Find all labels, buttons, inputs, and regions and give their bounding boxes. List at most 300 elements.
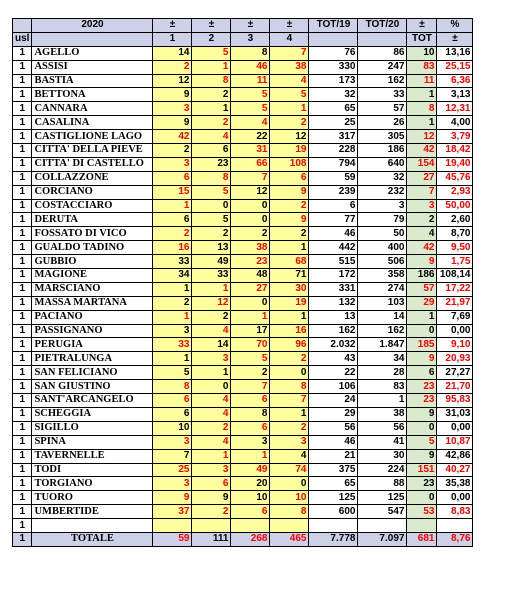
cell-tot20: 247 bbox=[358, 60, 407, 74]
cell-q4: 1 bbox=[270, 310, 309, 324]
cell-usl: 1 bbox=[13, 199, 32, 213]
cell-q3: 48 bbox=[231, 269, 270, 283]
cell-tot19: 228 bbox=[309, 144, 358, 158]
header-cell bbox=[32, 32, 153, 46]
cell-pct: 2,60 bbox=[437, 213, 473, 227]
cell-tot: 6 bbox=[407, 366, 437, 380]
cell-usl: 1 bbox=[13, 421, 32, 435]
cell-q1: 9 bbox=[153, 116, 192, 130]
cell-municipality: BETTONA bbox=[32, 88, 153, 102]
cell-q4: 0 bbox=[270, 477, 309, 491]
cell-tot: 0 bbox=[407, 324, 437, 338]
cell-tot: 8 bbox=[407, 102, 437, 116]
cell-q1: 5 bbox=[153, 366, 192, 380]
cell-q1: 6 bbox=[153, 407, 192, 421]
cell-q1: 3 bbox=[153, 477, 192, 491]
cell-tot: 57 bbox=[407, 282, 437, 296]
cell-tot20: 305 bbox=[358, 130, 407, 144]
cell-q2: 8 bbox=[192, 171, 231, 185]
cell-tot20: 103 bbox=[358, 296, 407, 310]
cell-tot19: 65 bbox=[309, 102, 358, 116]
cell-tot20: 162 bbox=[358, 324, 407, 338]
cell-pct: 2,93 bbox=[437, 185, 473, 199]
cell-q3: 46 bbox=[231, 60, 270, 74]
cell-pct: 8,83 bbox=[437, 505, 473, 519]
cell-pct: 40,27 bbox=[437, 463, 473, 477]
cell-municipality: MARSCIANO bbox=[32, 282, 153, 296]
cell-usl: 1 bbox=[13, 407, 32, 421]
cell-q1: 2 bbox=[153, 60, 192, 74]
cell-tot: 7 bbox=[407, 185, 437, 199]
cell-municipality: CASALINA bbox=[32, 116, 153, 130]
cell-tot20: 1.847 bbox=[358, 338, 407, 352]
table-row bbox=[13, 46, 473, 60]
header-q3-sign: ± bbox=[231, 19, 270, 33]
cell-tot20: 86 bbox=[358, 46, 407, 60]
cell-tot: 3 bbox=[407, 199, 437, 213]
cell-tot20: 30 bbox=[358, 449, 407, 463]
table-row bbox=[13, 407, 473, 421]
cell-pct: 0,00 bbox=[437, 491, 473, 505]
cell-q4: 7 bbox=[270, 394, 309, 408]
cell-usl: 1 bbox=[13, 60, 32, 74]
header-year: 2020 bbox=[32, 19, 153, 33]
table-row bbox=[13, 463, 473, 477]
cell-pct: 21,97 bbox=[437, 296, 473, 310]
cell-q4: 1 bbox=[270, 241, 309, 255]
cell-pct: 17,22 bbox=[437, 282, 473, 296]
cell-pct: 50,00 bbox=[437, 199, 473, 213]
header-cell bbox=[309, 32, 358, 46]
cell-q1: 34 bbox=[153, 269, 192, 283]
cell-q1: 3 bbox=[153, 102, 192, 116]
cell-usl: 1 bbox=[13, 255, 32, 269]
cell-q4: 10 bbox=[270, 491, 309, 505]
table-body bbox=[13, 19, 473, 547]
cell-municipality: COSTACCIARO bbox=[32, 199, 153, 213]
cell-q3: 2 bbox=[231, 227, 270, 241]
cell-usl: 1 bbox=[13, 102, 32, 116]
cell-municipality: PIETRALUNGA bbox=[32, 352, 153, 366]
cell-q1: 42 bbox=[153, 130, 192, 144]
cell-q4 bbox=[270, 519, 309, 533]
cell-q2: 4 bbox=[192, 130, 231, 144]
cell-tot20: 547 bbox=[358, 505, 407, 519]
cell-pct: 8,76 bbox=[437, 532, 473, 546]
cell-q1: 3 bbox=[153, 157, 192, 171]
cell-pct: 7,69 bbox=[437, 310, 473, 324]
cell-pct: 3,13 bbox=[437, 88, 473, 102]
cell-tot20: 400 bbox=[358, 241, 407, 255]
cell-tot19: 125 bbox=[309, 491, 358, 505]
cell-pct: 31,03 bbox=[437, 407, 473, 421]
cell-q1: 33 bbox=[153, 338, 192, 352]
table-row bbox=[13, 380, 473, 394]
cell-q1 bbox=[153, 519, 192, 533]
cell-tot19: 794 bbox=[309, 157, 358, 171]
cell-tot20: 640 bbox=[358, 157, 407, 171]
cell-tot20: 33 bbox=[358, 88, 407, 102]
cell-tot19: 59 bbox=[309, 171, 358, 185]
cell-usl: 1 bbox=[13, 491, 32, 505]
cell-tot19: 7.778 bbox=[309, 532, 358, 546]
cell-tot20: 26 bbox=[358, 116, 407, 130]
cell-tot19: 25 bbox=[309, 116, 358, 130]
cell-tot20: 358 bbox=[358, 269, 407, 283]
cell-tot19: 132 bbox=[309, 296, 358, 310]
cell-q1: 3 bbox=[153, 435, 192, 449]
cell-municipality: CITTA' DELLA PIEVE bbox=[32, 144, 153, 158]
cell-tot19: 239 bbox=[309, 185, 358, 199]
cell-tot: 185 bbox=[407, 338, 437, 352]
cell-tot20: 41 bbox=[358, 435, 407, 449]
cell-tot: 12 bbox=[407, 130, 437, 144]
cell-tot19: 22 bbox=[309, 366, 358, 380]
cell-tot20: 186 bbox=[358, 144, 407, 158]
cell-q2: 2 bbox=[192, 310, 231, 324]
cell-q3: 6 bbox=[231, 505, 270, 519]
cell-q3: 5 bbox=[231, 102, 270, 116]
table-row bbox=[13, 130, 473, 144]
cell-q4: 30 bbox=[270, 282, 309, 296]
cell-q3: 66 bbox=[231, 157, 270, 171]
cell-usl: 1 bbox=[13, 477, 32, 491]
table-row bbox=[13, 185, 473, 199]
cell-q3: 38 bbox=[231, 241, 270, 255]
header-q2-sign: ± bbox=[192, 19, 231, 33]
cell-q2: 4 bbox=[192, 394, 231, 408]
cell-q4: 9 bbox=[270, 185, 309, 199]
table-row bbox=[13, 269, 473, 283]
cell-q3: 2 bbox=[231, 366, 270, 380]
cell-municipality: SAN GIUSTINO bbox=[32, 380, 153, 394]
cell-tot: 23 bbox=[407, 380, 437, 394]
cell-q4: 2 bbox=[270, 352, 309, 366]
cell-tot19: 32 bbox=[309, 88, 358, 102]
cell-q4: 71 bbox=[270, 269, 309, 283]
cell-tot20: 506 bbox=[358, 255, 407, 269]
cell-pct: 20,93 bbox=[437, 352, 473, 366]
cell-tot19: 172 bbox=[309, 269, 358, 283]
cell-q1: 16 bbox=[153, 241, 192, 255]
cell-usl: 1 bbox=[13, 171, 32, 185]
cell-q1: 2 bbox=[153, 296, 192, 310]
cell-q3: 6 bbox=[231, 421, 270, 435]
cell-tot20: 28 bbox=[358, 366, 407, 380]
cell-q3: 49 bbox=[231, 463, 270, 477]
cell-municipality: PERUGIA bbox=[32, 338, 153, 352]
cell-usl: 1 bbox=[13, 519, 32, 533]
cell-q1: 25 bbox=[153, 463, 192, 477]
cell-q2: 1 bbox=[192, 366, 231, 380]
header-q4: 4 bbox=[270, 32, 309, 46]
cell-q2: 2 bbox=[192, 505, 231, 519]
cell-tot19: 24 bbox=[309, 394, 358, 408]
cell-pct: 27,27 bbox=[437, 366, 473, 380]
cell-pct: 1,75 bbox=[437, 255, 473, 269]
cell-municipality: AGELLO bbox=[32, 46, 153, 60]
cell-tot19: 21 bbox=[309, 449, 358, 463]
header-cell bbox=[358, 32, 407, 46]
cell-q2: 111 bbox=[192, 532, 231, 546]
cell-q2: 49 bbox=[192, 255, 231, 269]
cell-q1: 6 bbox=[153, 171, 192, 185]
cell-q3: 1 bbox=[231, 449, 270, 463]
cell-municipality: SPINA bbox=[32, 435, 153, 449]
cell-tot: 9 bbox=[407, 407, 437, 421]
cell-pct: 6,36 bbox=[437, 74, 473, 88]
cell-usl: 1 bbox=[13, 505, 32, 519]
cell-q2: 2 bbox=[192, 227, 231, 241]
cell-q4: 2 bbox=[270, 421, 309, 435]
table-row bbox=[13, 213, 473, 227]
header-usl: usl bbox=[13, 32, 32, 46]
cell-q2: 6 bbox=[192, 477, 231, 491]
cell-usl: 1 bbox=[13, 380, 32, 394]
cell-q2: 5 bbox=[192, 185, 231, 199]
table-row bbox=[13, 157, 473, 171]
cell-q3: 268 bbox=[231, 532, 270, 546]
cell-q4: 16 bbox=[270, 324, 309, 338]
cell-q3: 23 bbox=[231, 255, 270, 269]
cell-tot20: 125 bbox=[358, 491, 407, 505]
cell-tot: 11 bbox=[407, 74, 437, 88]
cell-tot19: 330 bbox=[309, 60, 358, 74]
cell-tot: 27 bbox=[407, 171, 437, 185]
cell-q4: 7 bbox=[270, 46, 309, 60]
cell-tot: 0 bbox=[407, 421, 437, 435]
cell-usl: 1 bbox=[13, 213, 32, 227]
cell-tot19: 46 bbox=[309, 435, 358, 449]
cell-q3: 20 bbox=[231, 477, 270, 491]
cell-tot20: 162 bbox=[358, 74, 407, 88]
cell-tot19: 317 bbox=[309, 130, 358, 144]
cell-q4: 465 bbox=[270, 532, 309, 546]
cell-q3: 70 bbox=[231, 338, 270, 352]
table-row bbox=[13, 394, 473, 408]
cell-q4: 2 bbox=[270, 199, 309, 213]
cell-tot19: 43 bbox=[309, 352, 358, 366]
cell-usl: 1 bbox=[13, 366, 32, 380]
cell-q3: 1 bbox=[231, 310, 270, 324]
table-row bbox=[13, 324, 473, 338]
cell-tot: 42 bbox=[407, 144, 437, 158]
cell-tot: 151 bbox=[407, 463, 437, 477]
cell-tot19: 162 bbox=[309, 324, 358, 338]
cell-q4: 3 bbox=[270, 435, 309, 449]
cell-q1: 15 bbox=[153, 185, 192, 199]
cell-municipality: CORCIANO bbox=[32, 185, 153, 199]
cell-municipality: SAN FELICIANO bbox=[32, 366, 153, 380]
cell-tot19: 515 bbox=[309, 255, 358, 269]
cell-q3: 4 bbox=[231, 116, 270, 130]
cell-pct: 25,15 bbox=[437, 60, 473, 74]
table-row bbox=[13, 241, 473, 255]
cell-q4: 12 bbox=[270, 130, 309, 144]
table-row bbox=[13, 491, 473, 505]
cell-pct: 18,42 bbox=[437, 144, 473, 158]
cell-q4: 8 bbox=[270, 380, 309, 394]
cell-tot19: 2.032 bbox=[309, 338, 358, 352]
cell-pct: 10,87 bbox=[437, 435, 473, 449]
cell-tot20: 79 bbox=[358, 213, 407, 227]
cell-pct: 9,10 bbox=[437, 338, 473, 352]
cell-tot20: 83 bbox=[358, 380, 407, 394]
cell-pct: 35,38 bbox=[437, 477, 473, 491]
table-row bbox=[13, 74, 473, 88]
cell-q1: 7 bbox=[153, 449, 192, 463]
cell-pct: 0,00 bbox=[437, 421, 473, 435]
table-row bbox=[13, 519, 473, 533]
cell-usl: 1 bbox=[13, 338, 32, 352]
cell-tot20: 56 bbox=[358, 421, 407, 435]
cell-q3: 10 bbox=[231, 491, 270, 505]
cell-municipality: TODI bbox=[32, 463, 153, 477]
cell-tot19: 173 bbox=[309, 74, 358, 88]
cell-tot bbox=[407, 519, 437, 533]
cell-q3: 11 bbox=[231, 74, 270, 88]
cell-municipality: TAVERNELLE bbox=[32, 449, 153, 463]
cell-q4: 68 bbox=[270, 255, 309, 269]
cell-q2: 1 bbox=[192, 449, 231, 463]
cell-tot20: 14 bbox=[358, 310, 407, 324]
cell-usl: 1 bbox=[13, 435, 32, 449]
cell-municipality: TOTALE bbox=[32, 532, 153, 546]
table-row bbox=[13, 477, 473, 491]
header-q2: 2 bbox=[192, 32, 231, 46]
table-row bbox=[13, 199, 473, 213]
cell-q4: 6 bbox=[270, 171, 309, 185]
cell-q2: 3 bbox=[192, 463, 231, 477]
cell-q2: 5 bbox=[192, 213, 231, 227]
cell-municipality: MAGIONE bbox=[32, 269, 153, 283]
cell-q2: 2 bbox=[192, 421, 231, 435]
cell-tot19: 331 bbox=[309, 282, 358, 296]
cell-q1: 8 bbox=[153, 380, 192, 394]
cell-usl: 1 bbox=[13, 157, 32, 171]
cell-tot19: 6 bbox=[309, 199, 358, 213]
cell-tot: 2 bbox=[407, 213, 437, 227]
cell-tot20 bbox=[358, 519, 407, 533]
cell-q4: 19 bbox=[270, 296, 309, 310]
cell-q3: 31 bbox=[231, 144, 270, 158]
cell-q4: 2 bbox=[270, 227, 309, 241]
cell-tot: 29 bbox=[407, 296, 437, 310]
cell-q2: 13 bbox=[192, 241, 231, 255]
cell-q4: 1 bbox=[270, 102, 309, 116]
cell-tot19: 106 bbox=[309, 380, 358, 394]
cell-pct: 13,16 bbox=[437, 46, 473, 60]
cell-tot20: 274 bbox=[358, 282, 407, 296]
cell-municipality: ASSISI bbox=[32, 60, 153, 74]
cell-pct: 45,76 bbox=[437, 171, 473, 185]
header-q4-sign: ± bbox=[270, 19, 309, 33]
table-row bbox=[13, 449, 473, 463]
cell-q1: 59 bbox=[153, 532, 192, 546]
cell-q3: 0 bbox=[231, 213, 270, 227]
cell-q2: 12 bbox=[192, 296, 231, 310]
cell-q3: 17 bbox=[231, 324, 270, 338]
cell-municipality: TORGIANO bbox=[32, 477, 153, 491]
cell-tot: 53 bbox=[407, 505, 437, 519]
cell-usl: 1 bbox=[13, 296, 32, 310]
cell-tot: 9 bbox=[407, 352, 437, 366]
cell-q3: 7 bbox=[231, 380, 270, 394]
header-row-1 bbox=[13, 19, 473, 33]
cell-pct: 9,50 bbox=[437, 241, 473, 255]
cell-q2: 33 bbox=[192, 269, 231, 283]
table-row bbox=[13, 116, 473, 130]
cell-q2: 1 bbox=[192, 282, 231, 296]
header-tot20: TOT/20 bbox=[358, 19, 407, 33]
cell-usl: 1 bbox=[13, 269, 32, 283]
table-row bbox=[13, 255, 473, 269]
cell-usl: 1 bbox=[13, 324, 32, 338]
cell-pct: 8,70 bbox=[437, 227, 473, 241]
cell-pct: 3,79 bbox=[437, 130, 473, 144]
header-pct-sign: ± bbox=[437, 32, 473, 46]
cell-tot20: 32 bbox=[358, 171, 407, 185]
cell-q2 bbox=[192, 519, 231, 533]
cell-tot: 23 bbox=[407, 477, 437, 491]
cell-q2: 2 bbox=[192, 116, 231, 130]
cell-municipality: SIGILLO bbox=[32, 421, 153, 435]
cell-q1: 6 bbox=[153, 213, 192, 227]
header-q1: 1 bbox=[153, 32, 192, 46]
cell-tot19: 29 bbox=[309, 407, 358, 421]
cell-municipality: COLLAZZONE bbox=[32, 171, 153, 185]
cell-q4: 38 bbox=[270, 60, 309, 74]
cell-municipality: PASSIGNANO bbox=[32, 324, 153, 338]
cell-municipality: UMBERTIDE bbox=[32, 505, 153, 519]
cell-municipality: DERUTA bbox=[32, 213, 153, 227]
cell-tot: 9 bbox=[407, 255, 437, 269]
cell-q2: 2 bbox=[192, 88, 231, 102]
cell-usl: 1 bbox=[13, 227, 32, 241]
table-row bbox=[13, 296, 473, 310]
header-cell bbox=[13, 19, 32, 33]
header-tot-sign: ± bbox=[407, 19, 437, 33]
cell-tot20: 232 bbox=[358, 185, 407, 199]
table-row bbox=[13, 102, 473, 116]
cell-q2: 3 bbox=[192, 352, 231, 366]
cell-q4: 4 bbox=[270, 74, 309, 88]
cell-q2: 1 bbox=[192, 60, 231, 74]
cell-usl: 1 bbox=[13, 241, 32, 255]
cell-usl: 1 bbox=[13, 130, 32, 144]
cell-tot: 4 bbox=[407, 227, 437, 241]
cell-q1: 14 bbox=[153, 46, 192, 60]
cell-usl: 1 bbox=[13, 88, 32, 102]
cell-tot: 154 bbox=[407, 157, 437, 171]
cell-q3: 27 bbox=[231, 282, 270, 296]
cell-usl: 1 bbox=[13, 352, 32, 366]
table-row bbox=[13, 171, 473, 185]
header-tot: TOT bbox=[407, 32, 437, 46]
cell-tot: 42 bbox=[407, 241, 437, 255]
cell-tot: 681 bbox=[407, 532, 437, 546]
cell-pct: 108,14 bbox=[437, 269, 473, 283]
cell-usl: 1 bbox=[13, 310, 32, 324]
cell-q1: 9 bbox=[153, 88, 192, 102]
cell-q2: 5 bbox=[192, 46, 231, 60]
table-row bbox=[13, 338, 473, 352]
cell-q2: 0 bbox=[192, 199, 231, 213]
cell-q3: 3 bbox=[231, 435, 270, 449]
cell-usl: 1 bbox=[13, 532, 32, 546]
header-row-2 bbox=[13, 32, 473, 46]
cell-usl: 1 bbox=[13, 185, 32, 199]
